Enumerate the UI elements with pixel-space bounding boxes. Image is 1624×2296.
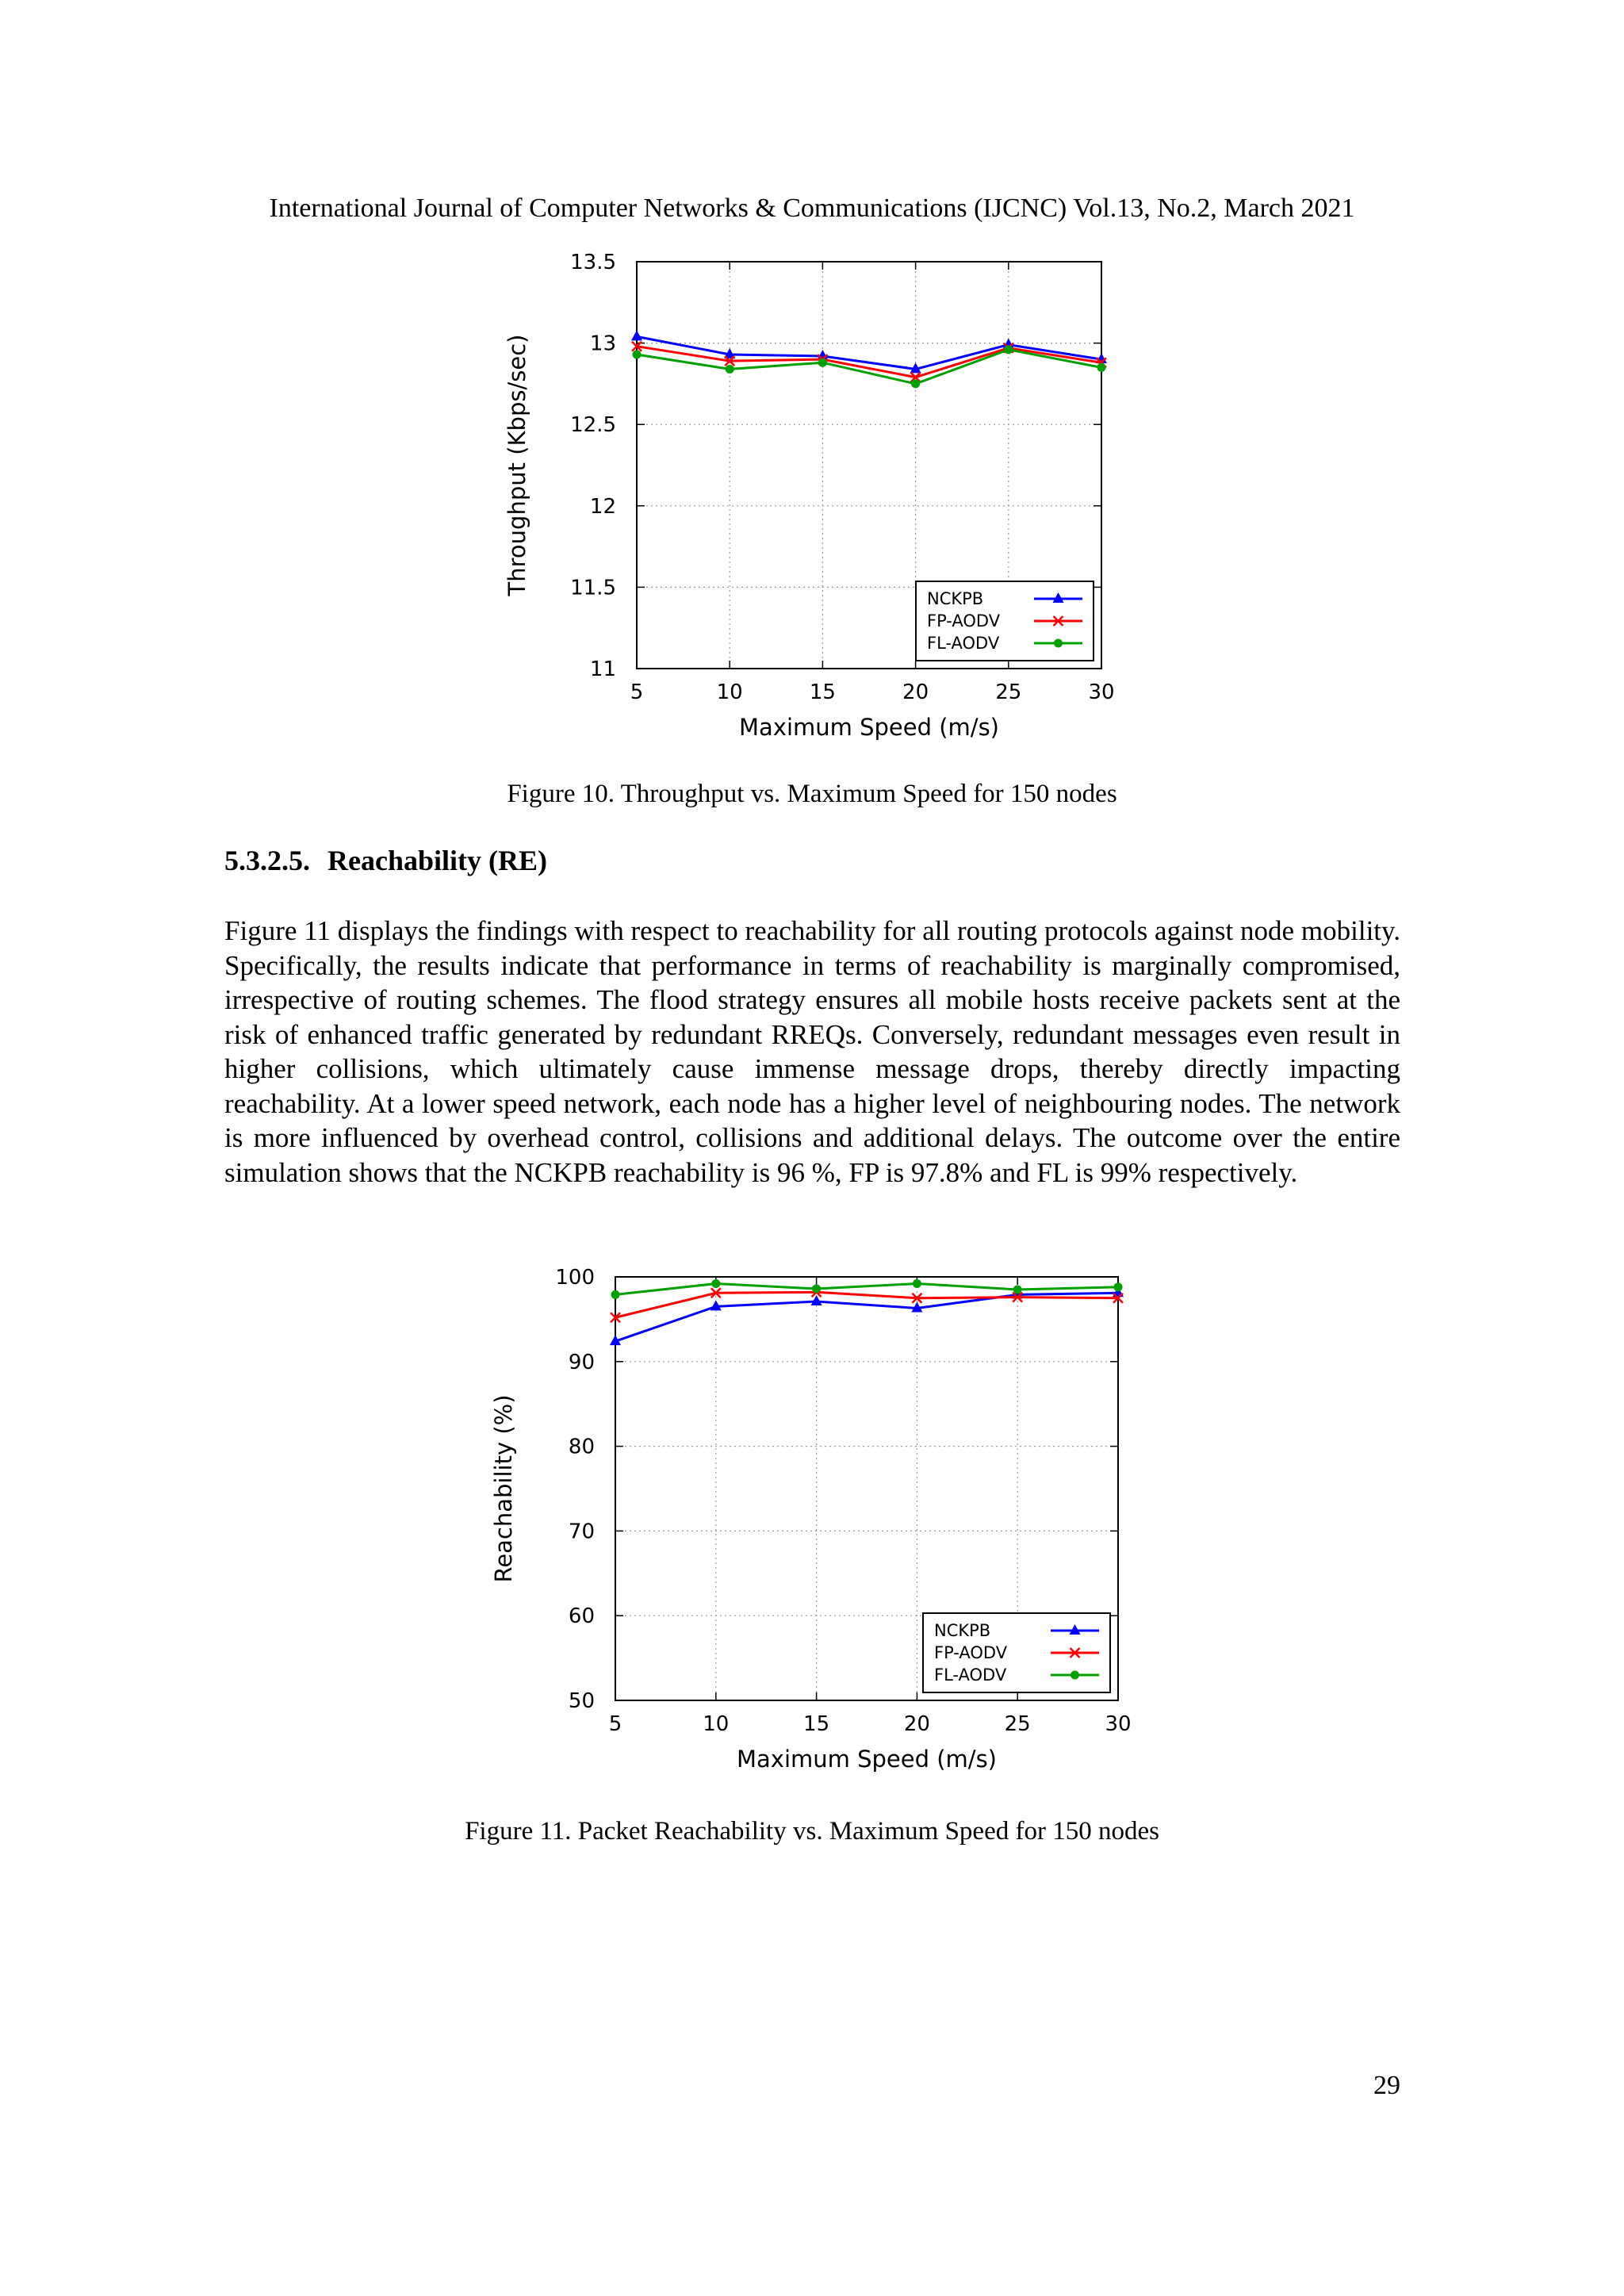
- x-tick-label: 5: [630, 680, 644, 704]
- y-tick-label: 60: [568, 1604, 595, 1629]
- y-tick-label: 13: [589, 332, 616, 356]
- section-number: 5.3.2.5.: [224, 845, 310, 876]
- data-point: [1004, 345, 1013, 354]
- data-point: [1097, 363, 1106, 372]
- y-tick-label: 11: [589, 657, 616, 681]
- x-tick-label: 20: [902, 680, 929, 704]
- throughput-svg: [476, 238, 1142, 746]
- x-axis-label: Maximum Speed (m/s): [737, 1746, 997, 1773]
- figure-11-caption: Figure 11. Packet Reachability vs. Maximum Speed for 150 nodes: [465, 1817, 1159, 1846]
- legend-label: FP-AODV: [934, 1643, 1008, 1662]
- data-point: [611, 1290, 620, 1299]
- y-tick-label: 12.5: [570, 413, 616, 438]
- legend-label: FL-AODV: [927, 634, 1000, 653]
- data-point: [1013, 1286, 1022, 1294]
- reachability-legend: [923, 1613, 1110, 1692]
- series-line: [637, 336, 1101, 369]
- x-tick-label: 10: [703, 1712, 730, 1736]
- x-tick-label: 5: [608, 1712, 622, 1736]
- data-point: [911, 379, 920, 388]
- throughput-chart: [476, 238, 1142, 746]
- y-tick-label: 13.5: [570, 251, 616, 274]
- x-tick-label: 15: [809, 680, 836, 704]
- section-title: Reachability (RE): [327, 845, 547, 876]
- y-tick-label: 11.5: [570, 576, 616, 600]
- page-number: 29: [1373, 2071, 1400, 2100]
- x-tick-label: 20: [903, 1712, 930, 1736]
- y-tick-label: 12: [589, 494, 616, 519]
- data-point: [711, 1279, 720, 1288]
- data-point: [913, 1279, 921, 1288]
- legend-label: NCKPB: [927, 589, 984, 608]
- legend-label: FP-AODV: [927, 611, 1001, 631]
- legend-label: NCKPB: [934, 1621, 991, 1640]
- data-point: [812, 1284, 821, 1293]
- x-tick-label: 10: [716, 680, 743, 704]
- y-tick-label: 90: [568, 1350, 595, 1374]
- series-line: [615, 1284, 1118, 1295]
- journal-header: International Journal of Computer Networks & Communications (IJCNC) Vol.13, No.2, March 2021: [269, 194, 1355, 223]
- x-tick-label: 15: [803, 1712, 830, 1736]
- reachability-chart: [476, 1253, 1158, 1777]
- x-tick-label: 30: [1105, 1712, 1132, 1736]
- y-tick-label: 100: [555, 1266, 595, 1290]
- figure-10-caption: Figure 10. Throughput vs. Maximum Speed for 150 nodes: [507, 780, 1117, 808]
- section-heading: [224, 844, 547, 877]
- x-axis-label: Maximum Speed (m/s): [739, 714, 999, 741]
- y-tick-label: 80: [568, 1435, 595, 1459]
- legend-marker: [1054, 639, 1063, 648]
- y-axis-label: Throughput (Kbps/sec): [504, 334, 530, 596]
- x-tick-label: 25: [1004, 1712, 1031, 1736]
- data-point: [818, 358, 827, 367]
- reachability-svg: [476, 1253, 1158, 1777]
- body-paragraph: Figure 11 displays the findings with respect to reachability for all routing protocols against node mobility. Specifically, the results indicate that performance in terms of reachability is marginally compromised, irrespective of routing schemes. The flood strategy ensures all mobile hosts receive packets sent at the risk of enhanced traffic generated by redundant RREQs. Conversely, redundant messages even result in higher collisions, which ultimately cause immense message drops, thereby directly impacting reachability. At a lower speed network, each node has a higher level of neighbouring nodes. The network is more influenced by overhead control, collisions and additional delays. The outcome over the entire simulation shows that the NCKPB reachability is 96 %, FP is 97.8% and FL is 99% respectively.: [224, 915, 1400, 1188]
- data-point: [1114, 1282, 1123, 1291]
- data-point: [633, 350, 642, 358]
- y-axis-label: Reachability (%): [490, 1394, 517, 1583]
- series-line: [637, 350, 1101, 384]
- y-tick-label: 70: [568, 1520, 595, 1544]
- legend-label: FL-AODV: [934, 1665, 1007, 1685]
- throughput-legend: [916, 581, 1094, 661]
- data-point: [631, 330, 642, 340]
- x-tick-label: 25: [995, 680, 1022, 704]
- legend-marker: [1071, 1671, 1079, 1680]
- data-point: [726, 365, 734, 374]
- x-tick-label: 30: [1088, 680, 1115, 704]
- y-tick-label: 50: [568, 1689, 595, 1713]
